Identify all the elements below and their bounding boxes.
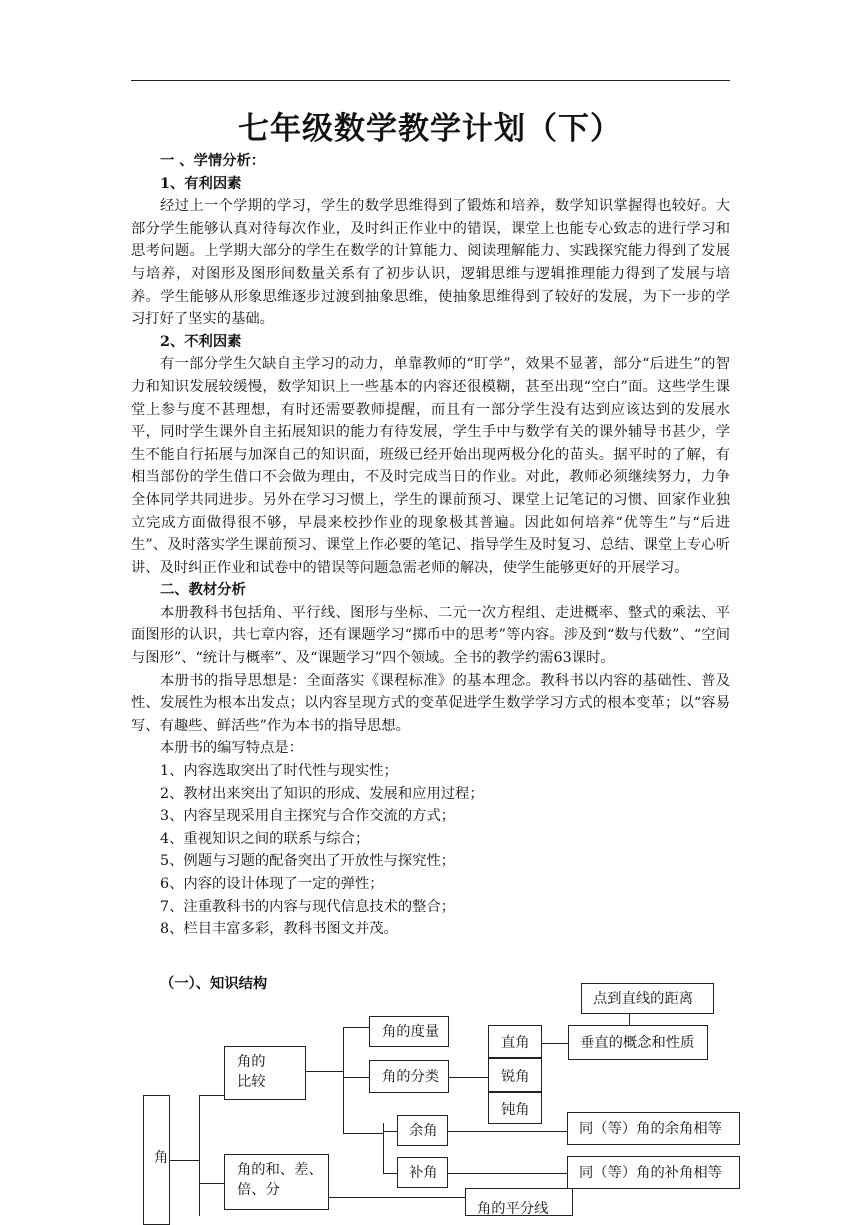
connector-line: [306, 1071, 343, 1072]
connector-line: [383, 1131, 397, 1132]
connector-line: [199, 1095, 224, 1096]
complement-angle-box: [397, 1115, 448, 1146]
connector-line: [170, 1160, 199, 1161]
acute-angle-box: [488, 1058, 542, 1092]
box-label: 角的平分线: [477, 1201, 549, 1217]
section-heading: 二、教材分析: [160, 582, 246, 599]
list-item: 8、栏目丰富多彩，教科书图文并茂。: [160, 921, 398, 938]
connector-line: [199, 1095, 200, 1216]
box-label: 角的: [237, 1054, 266, 1070]
subsection-heading: 1、有利因素: [160, 175, 242, 192]
supplement-angle-box: [397, 1157, 448, 1188]
paragraph: 有一部分学生欠缺自主学习的动力，单靠教师的“盯学”，效果不显著，部分“后进生”的智力和知识发展较缓慢，数学知识上一些基本的内容还很模糊，甚至出现“空白”面。这些学生课堂上参与度不甚理想，有时还需要教师提醒，而且有一部分学生没有达到应该达到的发展水平，同时学生课外自主拓展知识的能力有待发展，学生手中与数学有关的课外辅导书甚少，学生不能自行拓展与加深自己的知识面，班级已经开始出现两极分化的苗头。据平时的了解，有相当部份的学生借口不会做为理由，不及时完成当日的作业。对此，教师必须继续努力，力争全体同学共同进步。另外在学习习惯上，学生的课前预习、课堂上记笔记的习惯、回家作业独立完成方面做得很不够，早晨来校抄作业的现象极其普遍。因此如何培养“优等生”与“后进生”、及时落实学生课前预习、课堂上作必要的笔记、指导学生及时复习、总结、课堂上专心听讲、及时纠正作业和试卷中的错误等问题急需老师的解决，使学生能够更好的开展学习。: [131, 356, 730, 576]
box-label: 比较: [237, 1074, 266, 1090]
connector-line: [448, 1173, 567, 1174]
box-label: 锐角: [501, 1069, 530, 1085]
list-item: 7、注重教科书的内容与现代信息技术的整合；: [160, 898, 456, 915]
box-label: 直角: [501, 1035, 530, 1051]
list-item: 2、教材出来突出了知识的形成、发展和应用过程；: [160, 785, 484, 802]
connector-line: [343, 1077, 369, 1078]
box-label: 垂直的概念和性质: [580, 1035, 695, 1051]
box-label: 同（等）角的余角相等: [579, 1121, 722, 1137]
paragraph: 本册书的编写特点是：: [160, 740, 303, 757]
connector-line: [448, 1131, 567, 1132]
box-label: 钝角: [501, 1102, 530, 1118]
document-body: [131, 150, 730, 941]
connector-line: [343, 1027, 344, 1133]
paragraph: 经过上一个学期的学习，学生的数学思维得到了锻炼和培养，数学知识掌握得也较好。大部分学生能够认真对待每次作业，及时纠正作业中的错误，课堂上也能专心致志的进行学习和思考问题。上学期大部分的学生在数学的计算能力、阅读理解能力、实践探究能力得到了发展与培养，对图形及图形间数量关系有了初步认识，逻辑思维与逻辑推理能力得到了发展与培养。学生能够从形象思维逐步过渡到抽象思维，使抽象思维得到了较好的发展，为下一步的学习打好了坚实的基础。: [131, 198, 730, 328]
box-label: 余角: [409, 1123, 438, 1139]
connector-line: [383, 1173, 397, 1174]
obtuse-angle-box: [488, 1092, 542, 1124]
angle-compare-box: [224, 1046, 306, 1100]
knowledge-structure-heading: （一）、知识结构: [160, 976, 268, 992]
subsection-heading: 2、不利因素: [160, 333, 242, 350]
box-label: 点到直线的距离: [593, 991, 694, 1007]
connector-line: [448, 1077, 488, 1078]
box-label: 补角: [409, 1165, 438, 1181]
paragraph: 本册教科书包括角、平行线、图形与坐标、二元一次方程组、走进概率、整式的乘法、平面图形的认识，共七章内容，还有课题学习“掷币中的思考”等内容。涉及到“数与代数”、“空间与图形”、“统计与概率”、及“课题学习”四个领域。全书的教学约需63课时。: [131, 604, 730, 667]
angle-classify-box: [369, 1060, 449, 1093]
list-item: 4、重视知识之间的联系与综合；: [160, 830, 370, 847]
box-label: 角: [154, 1150, 169, 1166]
list-item: 1、内容选取突出了时代性与现实性；: [160, 763, 398, 780]
box-label: 角的分类: [382, 1069, 440, 1085]
angle-sum-diff-box: [224, 1154, 329, 1210]
supplement-property-box: [567, 1156, 740, 1189]
angle-measure-box: [369, 1016, 449, 1047]
angle-root-box: [143, 1095, 170, 1225]
list-item: 3、内容呈现采用自主探究与合作交流的方式；: [160, 808, 456, 825]
box-label: 同（等）角的补角相等: [579, 1165, 722, 1181]
point-line-distance-box: [581, 983, 714, 1014]
angle-bisector-box: [465, 1188, 573, 1216]
box-label: 倍、分: [237, 1182, 280, 1198]
connector-line: [629, 1014, 630, 1025]
section-heading: 一 、学情分析：: [160, 153, 266, 169]
page-title: 七年级数学教学计划（下）: [238, 111, 622, 147]
connector-line: [542, 1043, 568, 1044]
list-item: 5、例题与习题的配备突出了开放性与探究性；: [160, 853, 456, 870]
connector-line: [199, 1183, 224, 1184]
connector-line: [329, 1197, 465, 1198]
list-item: 6、内容的设计体现了一定的弹性；: [160, 876, 384, 892]
right-angle-box: [488, 1025, 542, 1058]
box-label: 角的度量: [382, 1024, 440, 1040]
connector-line: [343, 1133, 383, 1134]
paragraph: 本册书的指导思想是：全面落实《课程标准》的基本理念。教科书以内容的基础性、普及性、发展性为根本出发点；以内容呈现方式的变革促进学生数学学习方式的根本变革；以“容易写、有趣些、鲜活些”作为本书的指导思想。: [131, 672, 730, 734]
box-label: 角的和、差、: [237, 1162, 323, 1178]
complement-property-box: [567, 1112, 740, 1145]
header-rule: [131, 80, 730, 81]
connector-line: [343, 1027, 369, 1028]
perpendicular-box: [568, 1025, 708, 1060]
